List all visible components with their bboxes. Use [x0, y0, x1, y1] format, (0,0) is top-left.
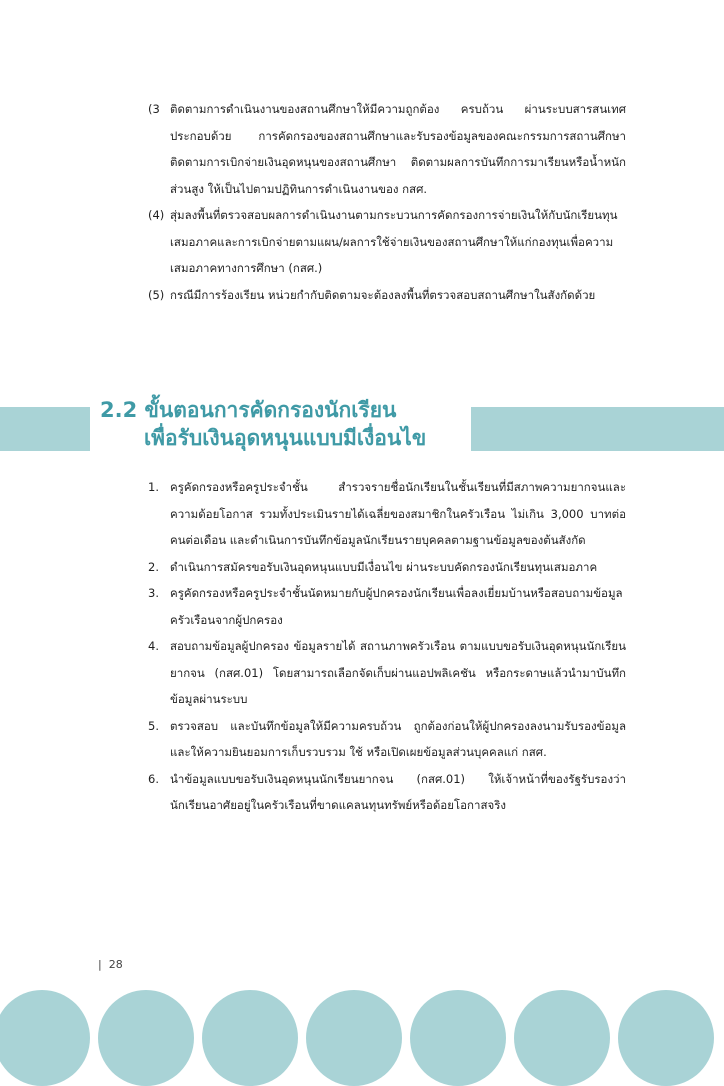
heading-band-right — [471, 407, 724, 451]
list-item — [148, 202, 626, 282]
list-item — [148, 96, 626, 202]
decorative-circle — [202, 990, 298, 1086]
decorative-circle — [410, 990, 506, 1086]
decorative-circle — [98, 990, 194, 1086]
item-number: (4) — [148, 208, 165, 222]
decorative-circle — [618, 990, 714, 1086]
step-number: 3. — [148, 586, 159, 600]
step-number: 5. — [148, 718, 159, 733]
page-number — [98, 958, 123, 971]
decorative-circle — [306, 990, 402, 1086]
list-item — [148, 713, 626, 766]
decorative-circle — [514, 990, 610, 1086]
item-text: สุ่มลงพื้นที่ตรวจสอบผลการดำเนินงานตามกระบวนการคัดกรองการจ่ายเงินให้กับนักเรียนทุนเสมอภาคและการเบิกจ่ายตามแผน/ผลการใช้จ่ายเงินของสถานศึกษาให้แก่กองทุนเพื่อความเสมอภาคทางการศึกษา (กสศ.) — [170, 208, 618, 275]
section-heading-line1: 2.2 ขั้นตอนการคัดกรองนักเรียน — [100, 398, 397, 422]
page-number-separator: | — [98, 958, 102, 971]
section-heading — [100, 396, 426, 452]
step-text: ครูคัดกรองหรือครูประจำชั้น สำรวจรายชื่อนักเรียนในชั้นเรียนที่มีสภาพความยากจนและความด้อยโอกาส รวมทั้งประเมินรายได้เฉลี่ยของสมาชิกในครัวเรือน ไม่เกิน 3,000 บาทต่อคนต่อเดือน และดำเนินการบันทึกข้อมูลนักเรียนรายบุคคลตามฐานข้อมูลของต้นสังกัด — [170, 480, 626, 547]
list-item — [148, 580, 626, 633]
step-number: 6. — [148, 771, 159, 786]
step-number: 2. — [148, 559, 159, 574]
step-text: ดำเนินการสมัครขอรับเงินอุดหนุนแบบมีเงื่อนไข ผ่านระบบคัดกรองนักเรียนทุนเสมอภาค — [170, 559, 598, 574]
step-text: สอบถามข้อมูลผู้ปกครอง ข้อมูลรายได้ สถานภาพครัวเรือน ตามแบบขอรับเงินอุดหนุนนักเรียนยากจน (กสศ.01) โดยสามารถเลือกจัดเก็บผ่านแอปพลิเคชัน หรือกระดาษแล้วนำมาบันทึกข้อมูลผ่านระบบ — [170, 639, 626, 706]
step-number: 1. — [148, 480, 159, 494]
item-number: (5) — [148, 287, 165, 302]
heading-band-left — [0, 407, 90, 451]
step-text: ครูคัดกรองหรือครูประจำชั้นนัดหมายกับผู้ปกครองนักเรียนเพื่อลงเยี่ยมบ้านหรือสอบถามข้อมูลครัวเรือนจากผู้ปกครอง — [170, 586, 623, 627]
step-text: นำข้อมูลแบบขอรับเงินอุดหนุนนักเรียนยากจน (กสศ.01) ให้เจ้าหน้าที่ของรัฐรับรองว่านักเรียนอาศัยอยู่ในครัวเรือนที่ขาดแคลนทุนทรัพย์หรือด้อยโอกาสจริง — [170, 771, 626, 812]
list-item — [148, 282, 626, 309]
list-item — [148, 474, 626, 554]
step-number: 4. — [148, 639, 159, 653]
section-heading-line2: เพื่อรับเงินอุดหนุนแบบมีเงื่อนไข — [144, 426, 427, 450]
screening-steps-list — [148, 474, 626, 819]
list-item — [148, 766, 626, 819]
item-number: (3 — [148, 102, 160, 116]
page-number-value: 28 — [108, 958, 123, 971]
item-text: ติดตามการดำเนินงานของสถานศึกษาให้มีความถูกต้อง ครบถ้วน ผ่านระบบสารสนเทศ ประกอบด้วย การคัดกรองของสถานศึกษาและรับรองข้อมูลของคณะกรรมการสถานศึกษา ติดตามการเบิกจ่ายเงินอุดหนุนของสถานศึกษา ติดตามผลการบันทึกการมาเรียนหรือน้ำหนัก ส่วนสูง ให้เป็นไปตามปฏิทินการดำเนินงานของ กสศ. — [170, 102, 626, 196]
list-item — [148, 554, 626, 581]
item-text: กรณีมีการร้องเรียน หน่วยกำกับติดตามจะต้องลงพื้นที่ตรวจสอบสถานศึกษาในสังกัดด้วย — [170, 287, 596, 302]
decorative-circle — [0, 990, 90, 1086]
step-text: ตรวจสอบ และบันทึกข้อมูลให้มีความครบถ้วน ถูกต้องก่อนให้ผู้ปกครองลงนามรับรองข้อมูลและให้ความยินยอมการเก็บรวบรวม ใช้ หรือเปิดเผยข้อมูลส่วนบุคคลแก่ กสศ. — [170, 718, 626, 759]
monitoring-duties-list — [148, 96, 626, 308]
list-item — [148, 633, 626, 713]
